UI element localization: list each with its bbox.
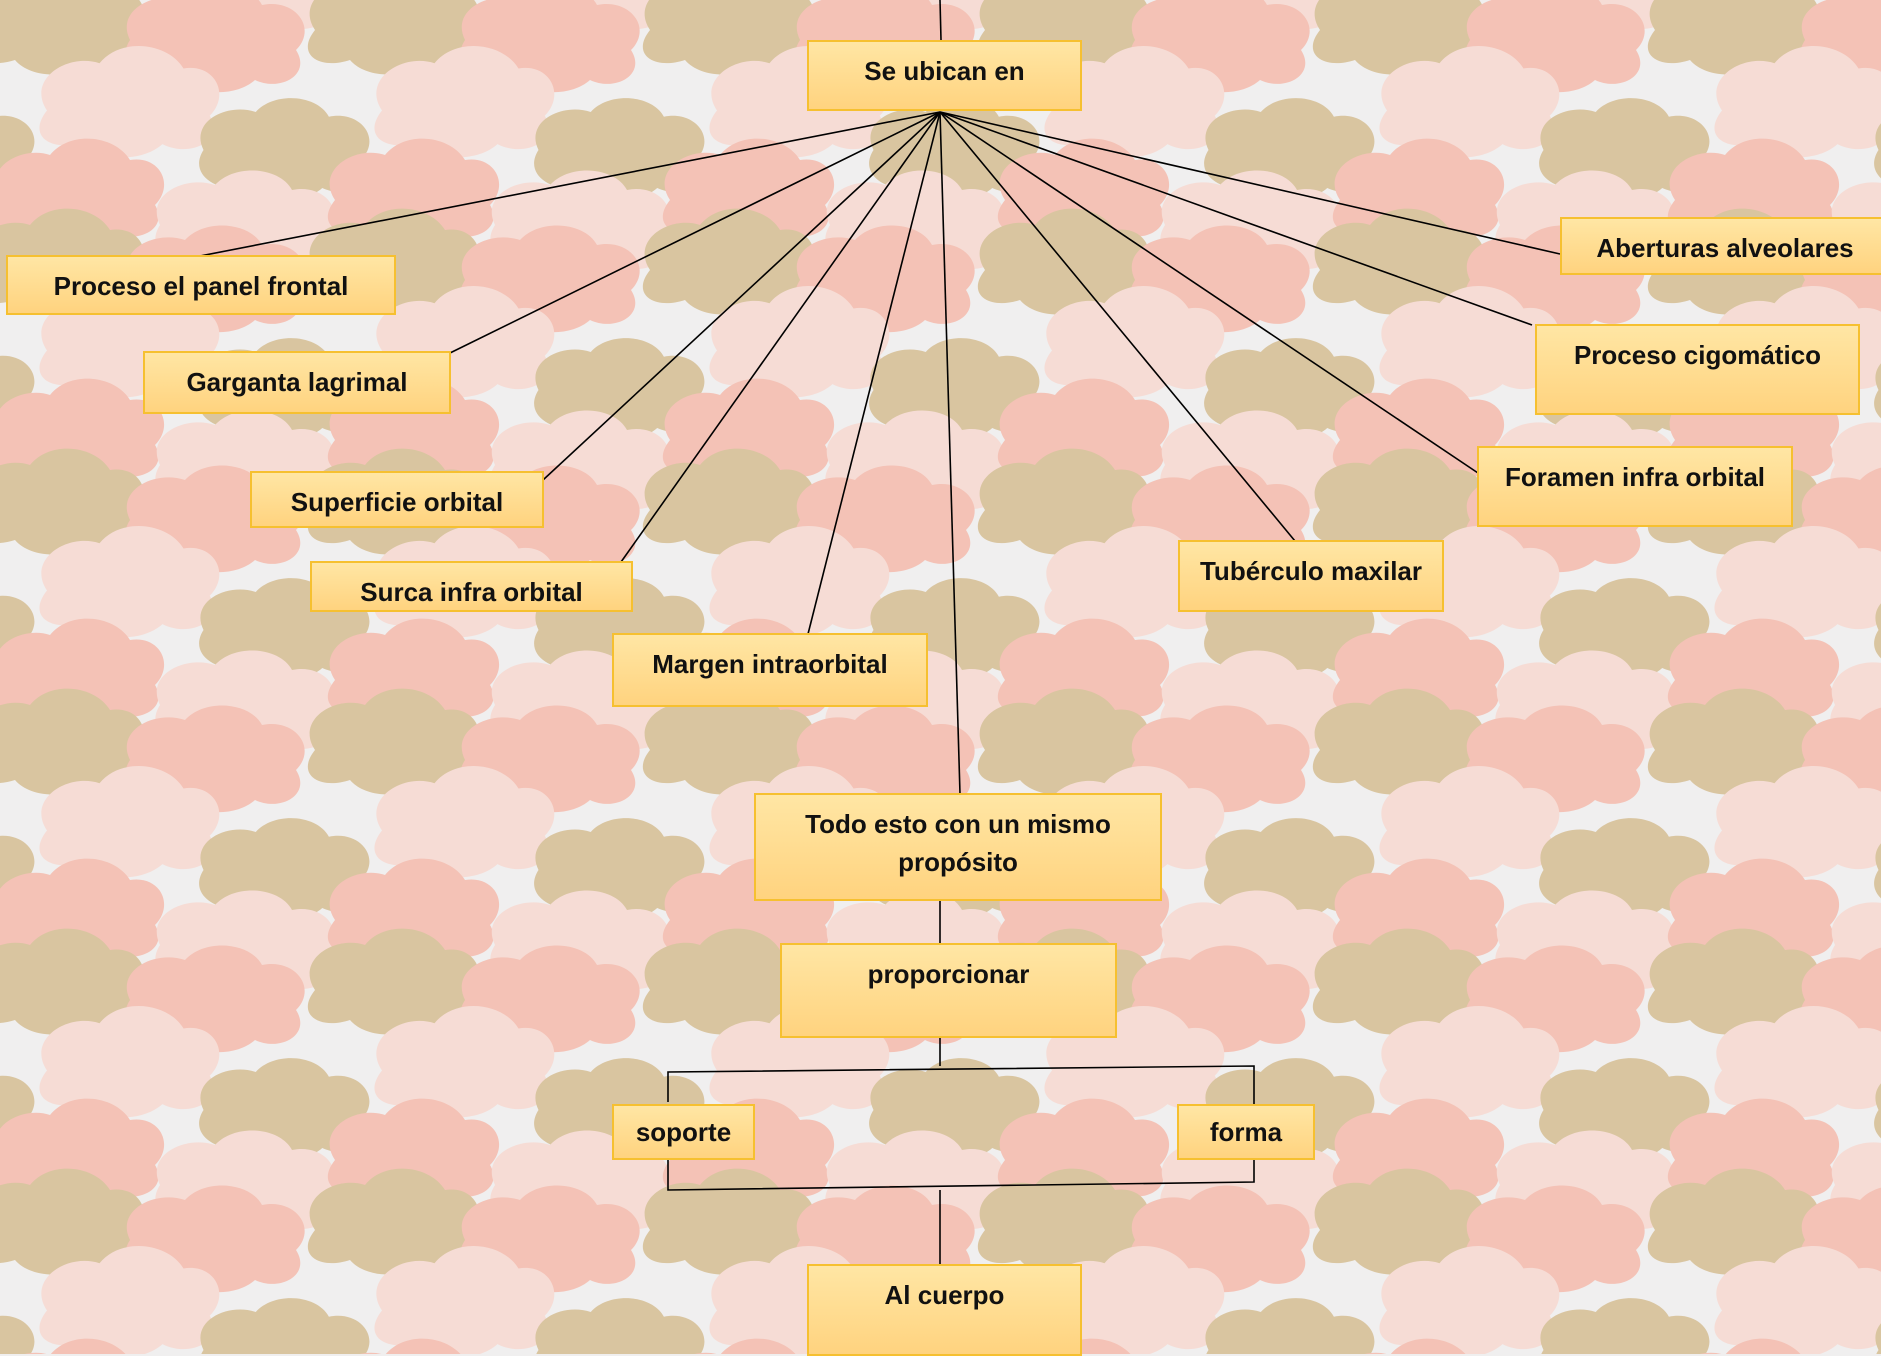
node-margen-intraorbital[interactable]	[612, 633, 928, 707]
node-label: Se ubican en	[864, 56, 1025, 86]
node-label: Foramen infra orbital	[1504, 462, 1766, 492]
node-label: Proceso cigomático	[1573, 340, 1822, 370]
connector-to-todo-esto	[940, 112, 960, 794]
bracket-bottom	[668, 1158, 1254, 1190]
node-label: Garganta lagrimal	[186, 367, 408, 397]
node-label: Todo esto con un mismo propósito	[805, 809, 1111, 877]
node-proceso-cigomatico[interactable]	[1535, 324, 1860, 415]
node-proporcionar[interactable]	[780, 943, 1117, 1038]
connector-top-entry	[940, 0, 941, 40]
node-soporte[interactable]	[612, 1104, 755, 1160]
node-label: forma	[1209, 1117, 1283, 1147]
node-se-ubican-en[interactable]	[807, 40, 1082, 111]
node-label: Al cuerpo	[884, 1280, 1005, 1310]
node-todo-esto[interactable]	[754, 793, 1162, 901]
node-garganta-lagrimal[interactable]	[143, 351, 451, 414]
connector-to-foramen-infra-orbital	[940, 112, 1478, 473]
node-label: Surca infra orbital	[360, 577, 583, 607]
node-al-cuerpo[interactable]	[807, 1264, 1082, 1356]
node-label: Aberturas alveolares	[1596, 233, 1854, 263]
node-surca-infra-orbital[interactable]	[310, 561, 633, 612]
node-label: Superficie orbital	[290, 487, 504, 517]
node-label: proporcionar	[867, 959, 1030, 989]
node-label: soporte	[635, 1117, 732, 1147]
connector-to-surca-infra-orbital	[621, 112, 940, 562]
connector-to-margen-intraorbital	[808, 112, 940, 634]
bracket-top	[668, 1066, 1254, 1104]
node-label: Margen intraorbital	[652, 649, 888, 679]
node-proceso-panel-frontal[interactable]	[6, 255, 396, 315]
connector-to-aberturas-alveolares	[940, 112, 1560, 254]
node-forma[interactable]	[1177, 1104, 1315, 1160]
connector-to-superficie-orbital	[543, 112, 940, 480]
node-label: Tubérculo maxilar	[1199, 556, 1423, 586]
node-label: Proceso el panel frontal	[53, 271, 349, 301]
node-superficie-orbital[interactable]	[250, 471, 544, 528]
connector-to-garganta-lagrimal	[450, 112, 940, 353]
node-tuberculo-maxilar[interactable]	[1178, 540, 1444, 612]
connector-to-proceso-panel-frontal	[200, 112, 940, 256]
node-foramen-infra-orbital[interactable]	[1477, 446, 1793, 527]
node-aberturas-alveolares[interactable]	[1560, 217, 1881, 275]
